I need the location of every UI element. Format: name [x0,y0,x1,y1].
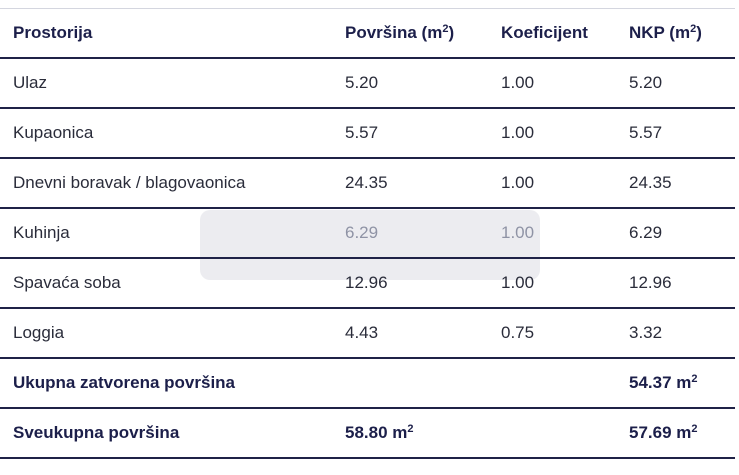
table-row [0,58,735,108]
header-coefficient: Koeficijent [488,9,616,58]
cell-room: Kuhinja [0,208,332,258]
summary-total-label: Sveukupna površina [0,408,332,458]
cell-room: Spavaća soba [0,258,332,308]
summary-row-total-area [0,408,735,458]
cell-nkp: 6.29 [616,208,735,258]
summary-row-closed-area [0,358,735,408]
cell-area: 6.29 [332,208,488,258]
cell-nkp: 3.32 [616,308,735,358]
table-header-row [0,9,735,58]
summary-closed-coefficient-empty [488,358,616,408]
cell-nkp: 12.96 [616,258,735,308]
cell-nkp: 5.20 [616,58,735,108]
table-row [0,158,735,208]
summary-total-nkp: 57.69 $m^2$ [616,408,735,458]
cell-coefficient: 1.00 [488,158,616,208]
cell-room: Ulaz [0,58,332,108]
header-area: Površina $(m^2)$ [332,9,488,58]
room-area-table [0,9,735,459]
cell-coefficient: 1.00 [488,208,616,258]
summary-closed-area-empty [332,358,488,408]
header-room: Prostorija [0,9,332,58]
cell-room: Loggia [0,308,332,358]
cell-coefficient: 1.00 [488,258,616,308]
header-nkp: NKP $(m^2)$ [616,9,735,58]
cell-room: Kupaonica [0,108,332,158]
cell-coefficient: 0.75 [488,308,616,358]
cell-nkp: 5.57 [616,108,735,158]
cell-coefficient: 1.00 [488,58,616,108]
cell-area: 5.20 [332,58,488,108]
summary-total-area: 58.80 $m^2$ [332,408,488,458]
cell-coefficient: 1.00 [488,108,616,158]
summary-total-coefficient-empty [488,408,616,458]
table-row [0,258,735,308]
table-row [0,208,735,258]
cell-area: 12.96 [332,258,488,308]
cell-area: 4.43 [332,308,488,358]
cell-room: Dnevni boravak / blagovaonica [0,158,332,208]
table-row [0,308,735,358]
cell-area: 5.57 [332,108,488,158]
summary-closed-label: Ukupna zatvorena površina [0,358,332,408]
summary-closed-nkp: 54.37 $m^2$ [616,358,735,408]
cell-nkp: 24.35 [616,158,735,208]
cell-area: 24.35 [332,158,488,208]
table-row [0,108,735,158]
